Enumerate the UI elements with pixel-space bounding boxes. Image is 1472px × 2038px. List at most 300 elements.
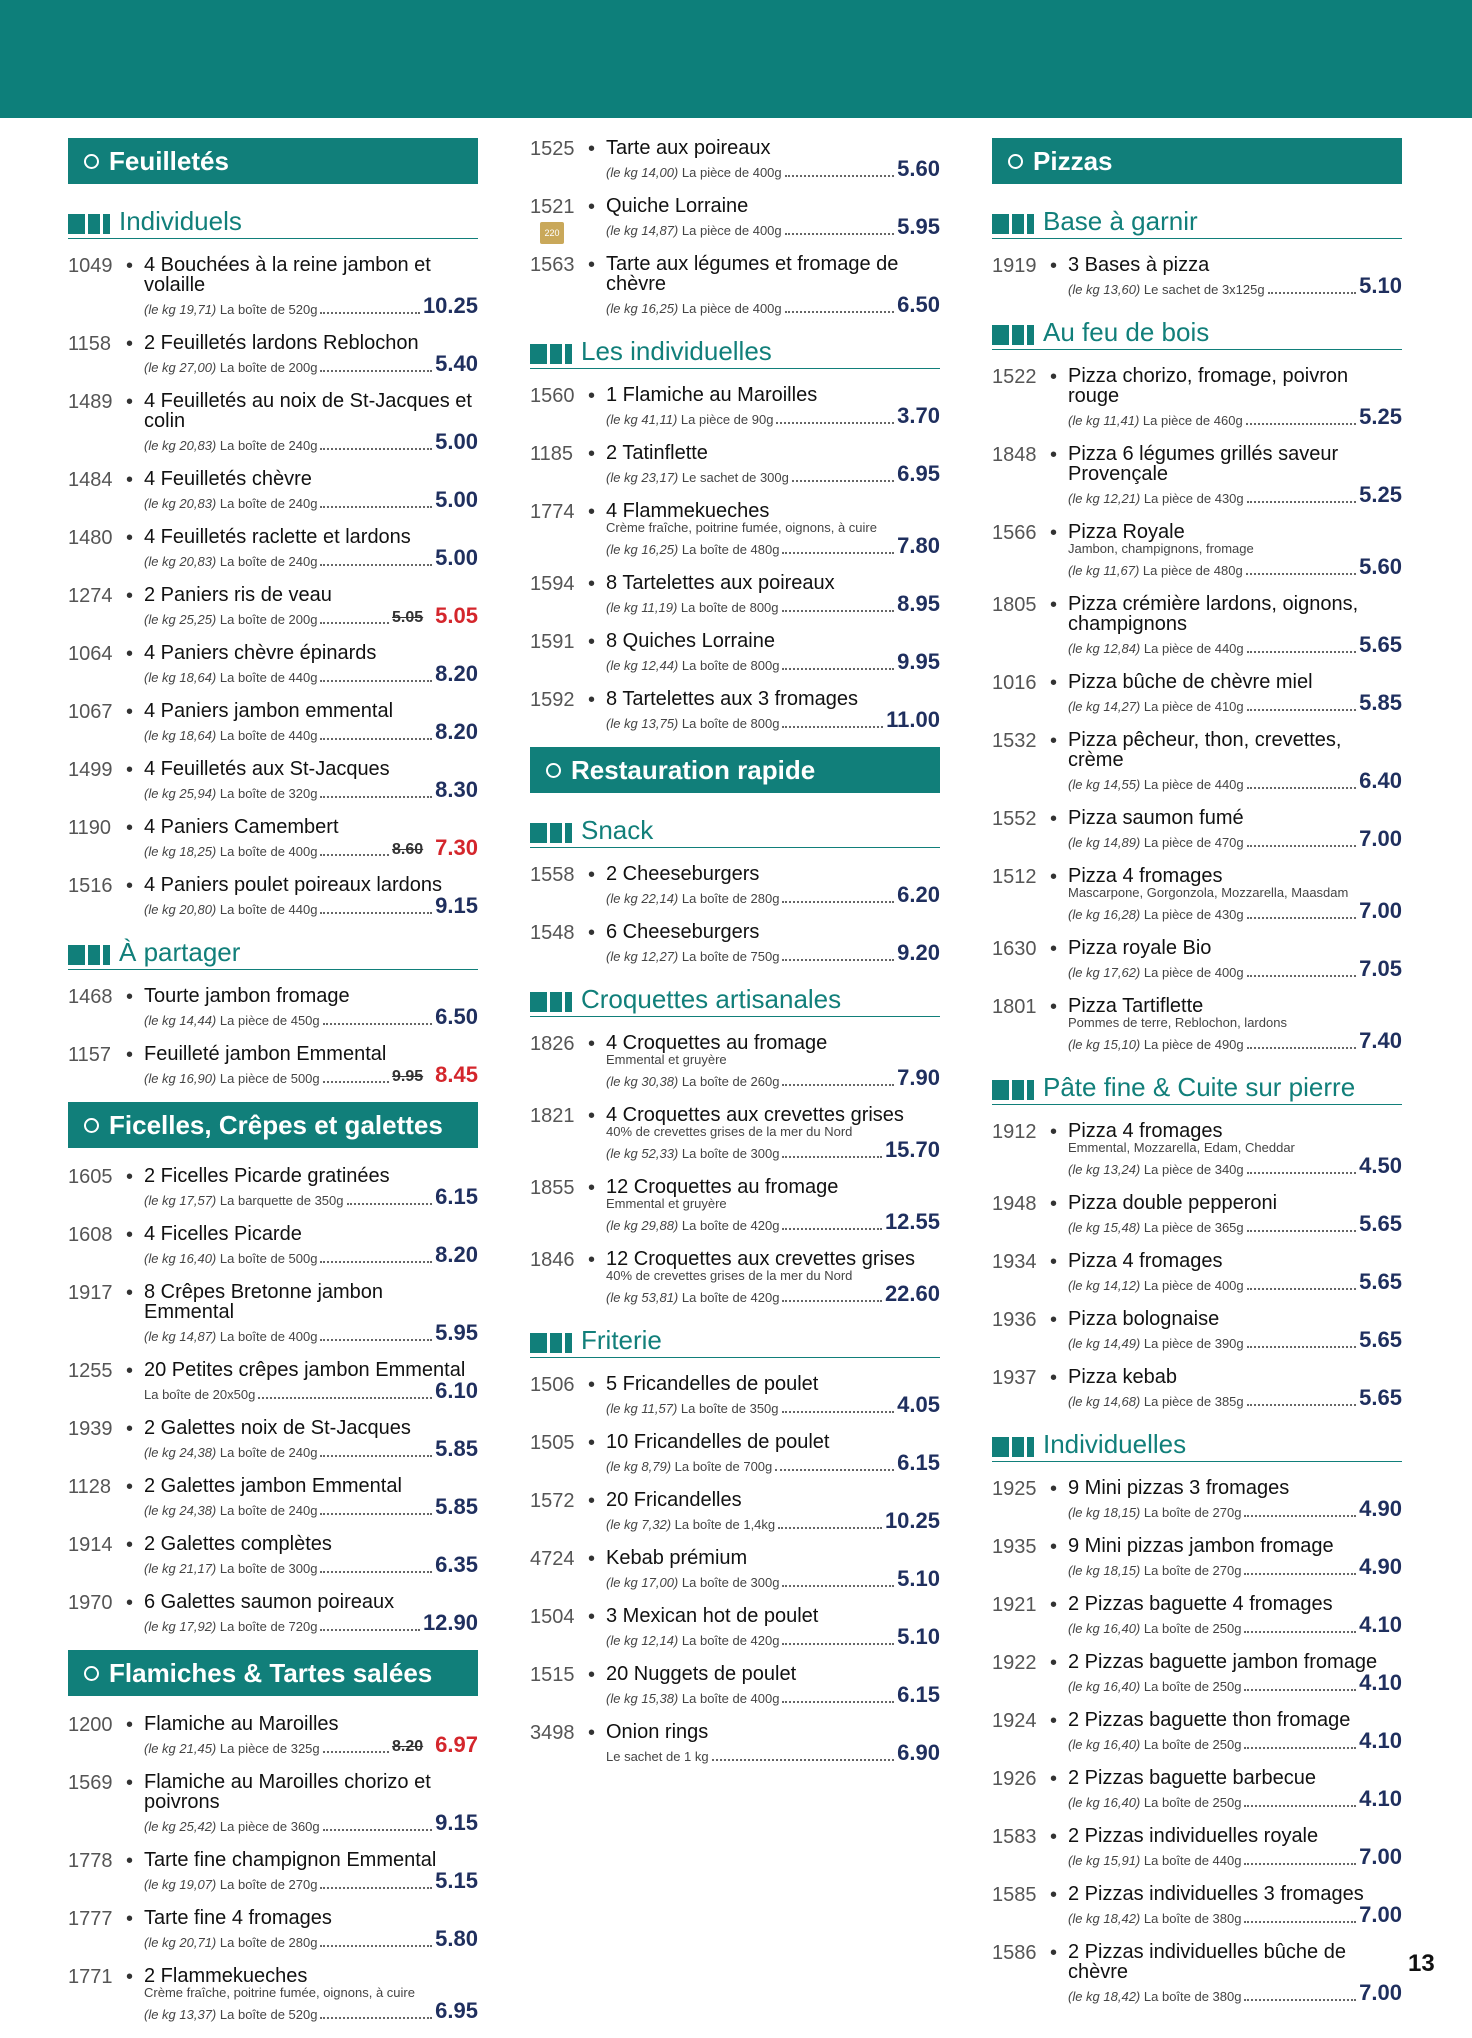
product-code: 1067: [68, 701, 113, 723]
product-code: 1558: [530, 864, 575, 886]
bullet-icon: •: [1050, 672, 1058, 694]
price-line: [1068, 634, 1402, 656]
product-details: [606, 1105, 940, 1161]
product-description: Emmental et gruyère: [606, 1052, 727, 1067]
unit-price: [1068, 1621, 1241, 1636]
product-code: 1826: [530, 1033, 575, 1055]
price-line: [1068, 828, 1402, 850]
unit-price: [1068, 1336, 1244, 1351]
product-code: 1200: [68, 1714, 113, 1736]
product-price: 6.95: [897, 461, 940, 486]
unit-price: [1068, 563, 1243, 578]
unit-price: [606, 1401, 779, 1416]
subcategory-header: [992, 1068, 1402, 1105]
package-size: La boîte de 400g: [219, 844, 318, 859]
subcategory-title: Au feu de bois: [1043, 317, 1210, 347]
price-per-kg: (le kg 14,55): [1068, 777, 1141, 792]
product-details: [1068, 1884, 1402, 1926]
product-code: 1970: [68, 1592, 113, 1614]
product-name: 2 Tatinflette: [606, 442, 708, 464]
category-header: [992, 138, 1402, 184]
dot-leader: [1247, 917, 1357, 919]
price-line: [144, 353, 478, 375]
package-size: La pièce de 430g: [1143, 491, 1244, 506]
price-line: [144, 295, 478, 317]
dot-leader: [323, 1081, 389, 1083]
dot-leader: [1244, 1805, 1356, 1807]
bars-icon: [68, 945, 113, 969]
bullet-icon: •: [126, 1044, 134, 1066]
price-per-kg: (le kg 25,94): [144, 786, 217, 801]
package-size: La boîte de 400g: [681, 1691, 780, 1706]
product-details: [1068, 1942, 1402, 2004]
bullet-icon: •: [588, 1374, 596, 1396]
unit-price: [144, 496, 317, 511]
price-line: [144, 605, 478, 627]
promo-price: 5.05: [435, 603, 478, 628]
product-name: Pizza 4 fromages: [1068, 865, 1223, 887]
product-details: [144, 759, 478, 801]
product-details: [144, 527, 478, 569]
product-code: 1468: [68, 986, 113, 1008]
dot-leader: [320, 1945, 432, 1947]
product-item: [992, 366, 1402, 428]
product-code: 1516: [68, 875, 113, 897]
subcategory-title: Individuels: [119, 206, 242, 236]
product-name: Pizza pêcheur, thon, crevettes, crème: [1068, 729, 1342, 771]
bullet-icon: •: [588, 196, 596, 218]
dot-leader: [782, 1084, 894, 1086]
unit-price: [606, 1749, 709, 1764]
unit-price: [1068, 1162, 1244, 1177]
product-code: 1506: [530, 1374, 575, 1396]
price-line: [144, 1554, 478, 1576]
product-code: 1499: [68, 759, 113, 781]
price-line: [606, 158, 940, 180]
dot-leader: [782, 1643, 894, 1645]
price-per-kg: (le kg 20,83): [144, 554, 217, 569]
product-name: Kebab prémium: [606, 1547, 748, 1569]
bullet-icon: •: [126, 1966, 134, 1988]
product-code: 1016: [992, 672, 1037, 694]
product-details: [606, 631, 940, 673]
product-name: 6 Galettes saumon poireaux: [144, 1591, 395, 1613]
package-size: La pièce de 410g: [1143, 699, 1244, 714]
dot-leader: [320, 370, 432, 372]
product-price: 5.15: [435, 1868, 478, 1893]
product-price: 8.95: [897, 591, 940, 616]
package-size: La pièce de 340g: [1143, 1162, 1244, 1177]
price-per-kg: (le kg 20,71): [144, 1935, 217, 1950]
price-per-kg: (le kg 27,00): [144, 360, 217, 375]
product-price: 4.90: [1359, 1554, 1402, 1579]
bullet-icon: •: [1050, 444, 1058, 466]
product-code: 1185: [530, 443, 574, 465]
subcategory-title: À partager: [119, 937, 241, 967]
unit-price: [1068, 491, 1244, 506]
product-description: Mascarpone, Gorgonzola, Mozzarella, Maasdam: [1068, 885, 1349, 900]
product-code: 1255: [68, 1360, 113, 1382]
price-per-kg: (le kg 14,49): [1068, 1336, 1141, 1351]
product-price: 4.10: [1359, 1670, 1402, 1695]
product-name: 20 Petites crêpes jambon Emmental: [144, 1359, 466, 1381]
price-line: [1068, 958, 1402, 980]
column-3: [992, 138, 1402, 2020]
package-size: La boîte de 440g: [219, 728, 318, 743]
product-code: 1586: [992, 1942, 1037, 1964]
price-per-kg: (le kg 14,12): [1068, 1278, 1141, 1293]
product-item: [68, 255, 478, 317]
price-per-kg: (le kg 18,64): [144, 728, 217, 743]
old-price: 8.60: [392, 841, 424, 858]
dot-leader: [320, 1455, 432, 1457]
product-name: 2 Galettes complètes: [144, 1533, 332, 1555]
unit-price: [1068, 1220, 1244, 1235]
price-line: [144, 1186, 478, 1208]
product-price: 12.90: [422, 1610, 478, 1635]
product-details: [1068, 866, 1402, 922]
bars-icon: [68, 214, 113, 238]
price-line: [606, 216, 940, 238]
product-price: 6.10: [435, 1378, 478, 1403]
price-line: [606, 1211, 940, 1233]
product-item: [530, 1490, 940, 1532]
price-line: [144, 1006, 478, 1028]
package-size: La boîte de 800g: [681, 658, 780, 673]
unit-price: [606, 1146, 779, 1161]
product-name: Pizza royale Bio: [1068, 937, 1212, 959]
product-name: 4 Feuilletés chèvre: [144, 468, 312, 490]
product-code: 1484: [68, 469, 113, 491]
product-details: [606, 1606, 940, 1648]
product-code: 1605: [68, 1166, 113, 1188]
product-code: 1936: [992, 1309, 1037, 1331]
category-header: [68, 138, 478, 184]
product-item: [992, 1594, 1402, 1636]
product-code: 1569: [68, 1772, 113, 1794]
price-line: [1068, 1271, 1402, 1293]
price-per-kg: (le kg 16,40): [1068, 1679, 1141, 1694]
product-item: [992, 1309, 1402, 1351]
category-title: Restauration rapide: [571, 754, 816, 785]
bullet-icon: •: [588, 1490, 596, 1512]
product-name: 12 Croquettes aux crevettes grises: [606, 1248, 916, 1270]
unit-price: [606, 412, 773, 427]
product-price: 8.30: [435, 777, 478, 802]
dot-leader: [1247, 501, 1357, 503]
product-code: 1566: [992, 522, 1037, 544]
product-details: [606, 196, 940, 238]
product-item: [992, 730, 1402, 792]
product-code: 1049: [68, 255, 113, 277]
unit-price: [144, 1503, 317, 1518]
product-name: 2 Galettes noix de St-Jacques: [144, 1417, 411, 1439]
package-size: La pièce de 450g: [219, 1013, 320, 1028]
product-price: 6.50: [435, 1004, 478, 1029]
dot-leader: [320, 564, 432, 566]
price-per-kg: (le kg 25,25): [144, 612, 217, 627]
unit-price: [144, 438, 317, 453]
product-item: [530, 254, 940, 316]
product-code: 1548: [530, 922, 575, 944]
price-per-kg: (le kg 16,40): [1068, 1737, 1141, 1752]
product-price: 7.00: [1359, 1902, 1402, 1927]
package-size: La boîte de 300g: [219, 1561, 318, 1576]
bullet-icon: •: [588, 443, 596, 465]
subcategory-title: Friterie: [581, 1325, 662, 1355]
product-item: [530, 864, 940, 906]
product-item: [992, 938, 1402, 980]
product-code: 1489: [68, 391, 113, 413]
product-name: Pizza bûche de chèvre miel: [1068, 671, 1313, 693]
product-price: 4.10: [1359, 1728, 1402, 1753]
bullet-icon: •: [1050, 1884, 1058, 1906]
bullet-icon: •: [588, 1432, 596, 1454]
dot-leader: [1247, 1172, 1357, 1174]
product-name: Pizza 6 légumes grillés saveur Provençale: [1068, 443, 1339, 485]
dot-leader: [776, 422, 894, 424]
dot-leader: [792, 480, 894, 482]
category-header: [68, 1650, 478, 1696]
product-code: 1594: [530, 573, 575, 595]
product-details: [606, 1722, 940, 1764]
price-per-kg: (le kg 15,48): [1068, 1220, 1141, 1235]
bullet-icon: •: [588, 922, 596, 944]
bullet-icon: •: [126, 1360, 134, 1382]
price-line: [606, 942, 940, 964]
bullet-icon: •: [126, 1714, 134, 1736]
product-details: [144, 391, 478, 453]
product-price: 6.15: [435, 1184, 478, 1209]
unit-price: [144, 1561, 317, 1576]
package-size: La pièce de 385g: [1143, 1394, 1244, 1409]
bullet-icon: •: [588, 1722, 596, 1744]
bullet-icon: •: [588, 1548, 596, 1570]
product-name: 2 Pizzas individuelles royale: [1068, 1825, 1319, 1847]
product-price: 9.20: [897, 940, 940, 965]
dot-leader: [320, 312, 419, 314]
product-price: 5.65: [1359, 1385, 1402, 1410]
bars-icon: [530, 992, 575, 1016]
product-name: 2 Pizzas baguette thon fromage: [1068, 1709, 1351, 1731]
unit-price: [606, 600, 779, 615]
product-price: 9.15: [435, 893, 478, 918]
dot-leader: [782, 1228, 881, 1230]
product-name: 12 Croquettes au fromage: [606, 1176, 839, 1198]
dot-leader: [1244, 1689, 1356, 1691]
product-item: [530, 631, 940, 673]
product-item: [68, 333, 478, 375]
product-item: [68, 875, 478, 917]
price-per-kg: (le kg 11,67): [1068, 563, 1140, 578]
subcategory-header: [68, 202, 478, 239]
product-name: 4 Feuilletés aux St-Jacques: [144, 758, 390, 780]
price-line: [1068, 1329, 1402, 1351]
unit-price: [144, 1251, 317, 1266]
dot-leader: [782, 610, 895, 612]
product-name: 8 Tartelettes aux 3 fromages: [606, 688, 858, 710]
product-item: [530, 138, 940, 180]
product-name: 5 Fricandelles de poulet: [606, 1373, 819, 1395]
product-details: [606, 1177, 940, 1233]
package-size: Le sachet de 3x125g: [1143, 282, 1265, 297]
dot-leader: [1247, 1404, 1357, 1406]
subcategory-header: [530, 980, 940, 1017]
package-size: La boîte de 750g: [681, 949, 780, 964]
package-size: La boîte de 440g: [219, 902, 318, 917]
product-details: [144, 469, 478, 511]
package-size: La pièce de 400g: [681, 223, 782, 238]
price-per-kg: (le kg 14,00): [606, 165, 679, 180]
price-per-kg: (le kg 14,44): [144, 1013, 217, 1028]
product-description: Jambon, champignons, fromage: [1068, 541, 1254, 556]
bars-icon: [992, 214, 1037, 238]
price-per-kg: (le kg 13,75): [606, 716, 679, 731]
product-details: [144, 255, 478, 317]
price-line: [1068, 692, 1402, 714]
promo-price: 6.97: [435, 1732, 478, 1757]
product-details: [1068, 444, 1402, 506]
unit-price: [144, 1445, 317, 1460]
product-code: 1912: [992, 1121, 1037, 1143]
package-size: La pièce de 390g: [1143, 1336, 1244, 1351]
product-code: 1585: [992, 1884, 1037, 1906]
product-details: [144, 1166, 478, 1208]
price-per-kg: (le kg 17,00): [606, 1575, 679, 1590]
price-line: [606, 294, 940, 316]
product-item: [68, 469, 478, 511]
product-name: Tarte fine champignon Emmental: [144, 1849, 437, 1871]
dot-leader: [782, 1300, 881, 1302]
package-size: La boîte de 250g: [1143, 1679, 1242, 1694]
price-line: [606, 1684, 940, 1706]
product-item: [992, 522, 1402, 578]
bullet-icon: •: [126, 585, 134, 607]
unit-price: [144, 728, 317, 743]
product-details: [1068, 1826, 1402, 1868]
product-details: [1068, 1478, 1402, 1520]
unit-price: [144, 786, 317, 801]
bullet-icon: •: [126, 1772, 134, 1794]
product-details: [144, 1772, 478, 1834]
category-header: [530, 747, 940, 793]
price-per-kg: (le kg 13,37): [144, 2007, 217, 2022]
price-per-kg: (le kg 15,10): [1068, 1037, 1141, 1052]
package-size: La boîte de 480g: [681, 542, 780, 557]
price-per-kg: (le kg 16,28): [1068, 907, 1141, 922]
product-details: [144, 643, 478, 685]
unit-price: [144, 1013, 320, 1028]
dot-leader: [320, 912, 432, 914]
unit-price: [144, 670, 317, 685]
product-code: 1512: [992, 866, 1037, 888]
package-size: La boîte de 270g: [219, 1877, 318, 1892]
product-details: [606, 443, 940, 485]
product-details: [1068, 808, 1402, 850]
price-line: [144, 1322, 478, 1344]
bullet-icon: •: [588, 385, 596, 407]
price-line: [144, 1812, 478, 1834]
product-name: 4 Flammekueches: [606, 500, 770, 522]
bullet-icon: •: [126, 759, 134, 781]
price-line: [144, 2000, 478, 2022]
product-details: [144, 1360, 478, 1402]
bullet-icon: •: [588, 254, 596, 276]
product-code: 1801: [992, 996, 1037, 1018]
product-price: 9.15: [435, 1810, 478, 1835]
product-name: 4 Paniers Camembert: [144, 816, 339, 838]
dot-leader: [320, 1887, 432, 1889]
product-code: 1505: [530, 1432, 575, 1454]
bullet-icon: •: [126, 1418, 134, 1440]
price-line: [144, 1612, 478, 1634]
package-size: La boîte de 300g: [681, 1146, 780, 1161]
bullet-icon: •: [126, 527, 134, 549]
unit-price: [144, 1071, 320, 1086]
package-size: La pièce de 360g: [219, 1819, 320, 1834]
dot-leader: [1244, 1863, 1356, 1865]
product-details: [606, 922, 940, 964]
bullet-icon: •: [126, 643, 134, 665]
product-price: 7.40: [1359, 1028, 1402, 1053]
product-price: 7.80: [897, 533, 940, 558]
product-name: 4 Feuilletés raclette et lardons: [144, 526, 411, 548]
page-number: 13: [1408, 1950, 1435, 1977]
dot-leader: [1268, 292, 1357, 294]
price-per-kg: (le kg 11,41): [1068, 413, 1140, 428]
price-per-kg: (le kg 24,38): [144, 1503, 217, 1518]
product-name: 2 Pizzas individuelles 3 fromages: [1068, 1883, 1364, 1905]
product-item: [530, 1249, 940, 1305]
package-size: La boîte de 380g: [1143, 1911, 1242, 1926]
promo-price: 8.45: [435, 1062, 478, 1087]
product-item: [530, 1722, 940, 1764]
dot-leader: [320, 738, 432, 740]
product-name: 8 Crêpes Bretonne jambon Emmental: [144, 1281, 384, 1323]
bullet-icon: •: [126, 1908, 134, 1930]
product-price: 7.00: [1359, 1980, 1402, 2005]
price-per-kg: (le kg 18,25): [144, 844, 217, 859]
dot-leader: [1244, 1747, 1356, 1749]
unit-price: [1068, 777, 1244, 792]
dot-leader: [782, 1701, 894, 1703]
price-per-kg: (le kg 52,33): [606, 1146, 679, 1161]
package-size: La pièce de 325g: [219, 1741, 320, 1756]
product-name: 9 Mini pizzas 3 fromages: [1068, 1477, 1290, 1499]
column-2: [530, 138, 940, 1780]
price-per-kg: (le kg 53,81): [606, 1290, 679, 1305]
package-size: La boîte de 250g: [1143, 1737, 1242, 1752]
dot-leader: [782, 1156, 881, 1158]
product-details: [606, 1249, 940, 1305]
price-line: [1068, 1155, 1402, 1177]
product-code: 1480: [68, 527, 113, 549]
product-price: 5.60: [1359, 554, 1402, 579]
bullet-icon: •: [126, 333, 134, 355]
product-name: 2 Galettes jambon Emmental: [144, 1475, 402, 1497]
old-price: 8.20: [392, 1738, 424, 1755]
package-size: La pièce de 440g: [1143, 777, 1244, 792]
product-code: 1925: [992, 1478, 1037, 1500]
product-price: 6.20: [897, 882, 940, 907]
product-item: [530, 689, 940, 731]
product-item: [530, 1432, 940, 1474]
category-title: Pizzas: [1033, 145, 1113, 176]
product-code: 1914: [68, 1534, 113, 1556]
product-code: 1504: [530, 1606, 575, 1628]
product-name: 4 Ficelles Picarde: [144, 1223, 302, 1245]
price-per-kg: (le kg 8,79): [606, 1459, 672, 1474]
